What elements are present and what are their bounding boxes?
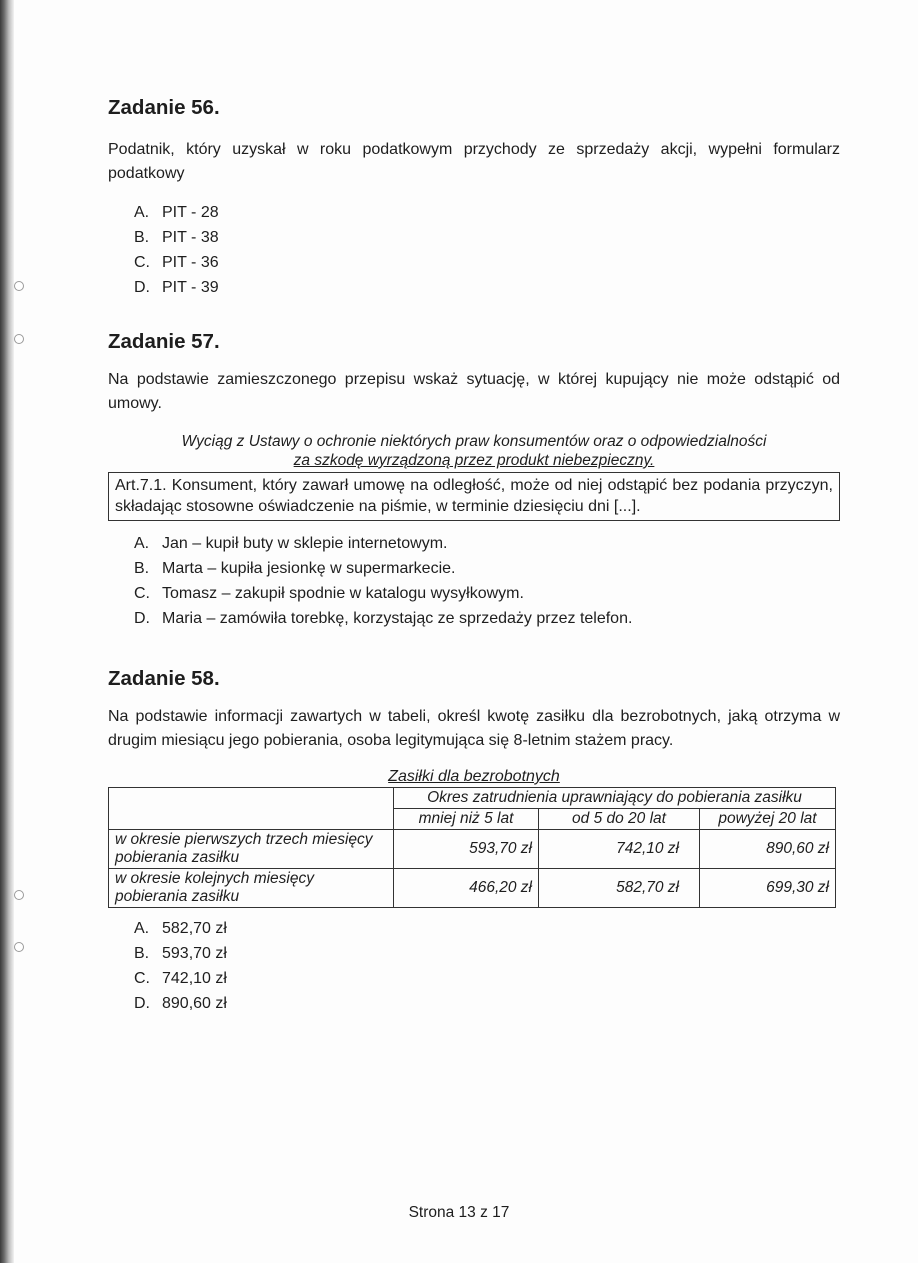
- punch-hole: [14, 890, 24, 900]
- table-cell: 593,70 zł: [394, 830, 539, 869]
- column-header: mniej niż 5 lat: [394, 809, 539, 830]
- punch-hole: [14, 942, 24, 952]
- answer-option[interactable]: B. Marta – kupiła jesionkę w supermarkecie.: [134, 560, 456, 577]
- answer-option[interactable]: C. 742,10 zł: [134, 970, 227, 987]
- answer-option[interactable]: A. Jan – kupił buty w sklepie internetowym.: [134, 535, 448, 552]
- column-header: powyżej 20 lat: [700, 809, 836, 830]
- task-question: Na podstawie informacji zawartych w tabeli, określ kwotę zasiłku dla bezrobotnych, jaką otrzyma w drugim miesiącu jego pobierania, osoba legitymująca się 8-letnim stażem pracy.: [108, 708, 840, 749]
- task-question: Na podstawie zamieszczonego przepisu wskaż sytuację, w której kupujący nie może odstąpić od umowy.: [108, 371, 840, 412]
- law-article-box: Art.7.1. Konsument, który zawarł umowę na odległość, może od niej odstąpić bez podania przyczyn, składając stosowne oświadczenie na piśmie, w terminie dziesięciu dni [...].: [108, 472, 840, 521]
- task-56: [108, 96, 840, 300]
- task-heading: Zadanie 56.: [108, 96, 220, 119]
- task-heading: Zadanie 57.: [108, 330, 220, 353]
- law-excerpt-title: Wyciąg z Ustawy o ochronie niektórych praw konsumentów oraz o odpowiedzialności za szkodę wyrządzoną przez produkt niebezpieczny.: [181, 433, 767, 469]
- row-label: w okresie kolejnych miesięcy pobierania zasiłku: [109, 869, 394, 908]
- answer-options: [108, 916, 840, 1016]
- punch-hole: [14, 334, 24, 344]
- row-label: w okresie pierwszych trzech miesięcy pobierania zasiłku: [109, 830, 394, 869]
- punch-hole: [14, 281, 24, 291]
- page-number: Strona 13 z 17: [408, 1204, 510, 1221]
- answer-option[interactable]: A. PIT - 28: [134, 204, 219, 221]
- table-cell: 890,60 zł: [700, 830, 836, 869]
- table-cell: 699,30 zł: [700, 869, 836, 908]
- table-corner-cell: [109, 788, 394, 830]
- benefits-table: [108, 787, 836, 908]
- task-heading: Zadanie 58.: [108, 667, 220, 690]
- table-cell: 742,10 zł: [539, 830, 700, 869]
- answer-option[interactable]: C. Tomasz – zakupił spodnie w katalogu wysyłkowym.: [134, 585, 524, 602]
- answer-option[interactable]: B. PIT - 38: [134, 229, 219, 246]
- answer-option[interactable]: D. Maria – zamówiła torebkę, korzystając ze sprzedaży przez telefon.: [134, 610, 633, 627]
- table-group-header: Okres zatrudnienia uprawniający do pobierania zasiłku: [394, 788, 836, 809]
- task-58: [108, 667, 840, 1016]
- task-57: [108, 330, 840, 631]
- answer-option[interactable]: D. 890,60 zł: [134, 995, 227, 1012]
- column-header: od 5 do 20 lat: [539, 809, 700, 830]
- answer-option[interactable]: B. 593,70 zł: [134, 945, 227, 962]
- answer-options: [108, 200, 840, 300]
- answer-option[interactable]: C. PIT - 36: [134, 254, 219, 271]
- answer-option[interactable]: D. PIT - 39: [134, 279, 219, 296]
- table-caption: Zasiłki dla bezrobotnych: [388, 768, 560, 785]
- answer-option[interactable]: A. 582,70 zł: [134, 920, 227, 937]
- table-row: [109, 869, 836, 908]
- task-question: Podatnik, który uzyskał w roku podatkowym przychody ze sprzedaży akcji, wypełni formularz podatkowy: [108, 141, 840, 182]
- page-content: [108, 96, 840, 1016]
- table-cell: 466,20 zł: [394, 869, 539, 908]
- scan-binding-edge: [0, 0, 14, 1263]
- answer-options: [108, 531, 840, 631]
- table-row: [109, 830, 836, 869]
- table-cell: 582,70 zł: [539, 869, 700, 908]
